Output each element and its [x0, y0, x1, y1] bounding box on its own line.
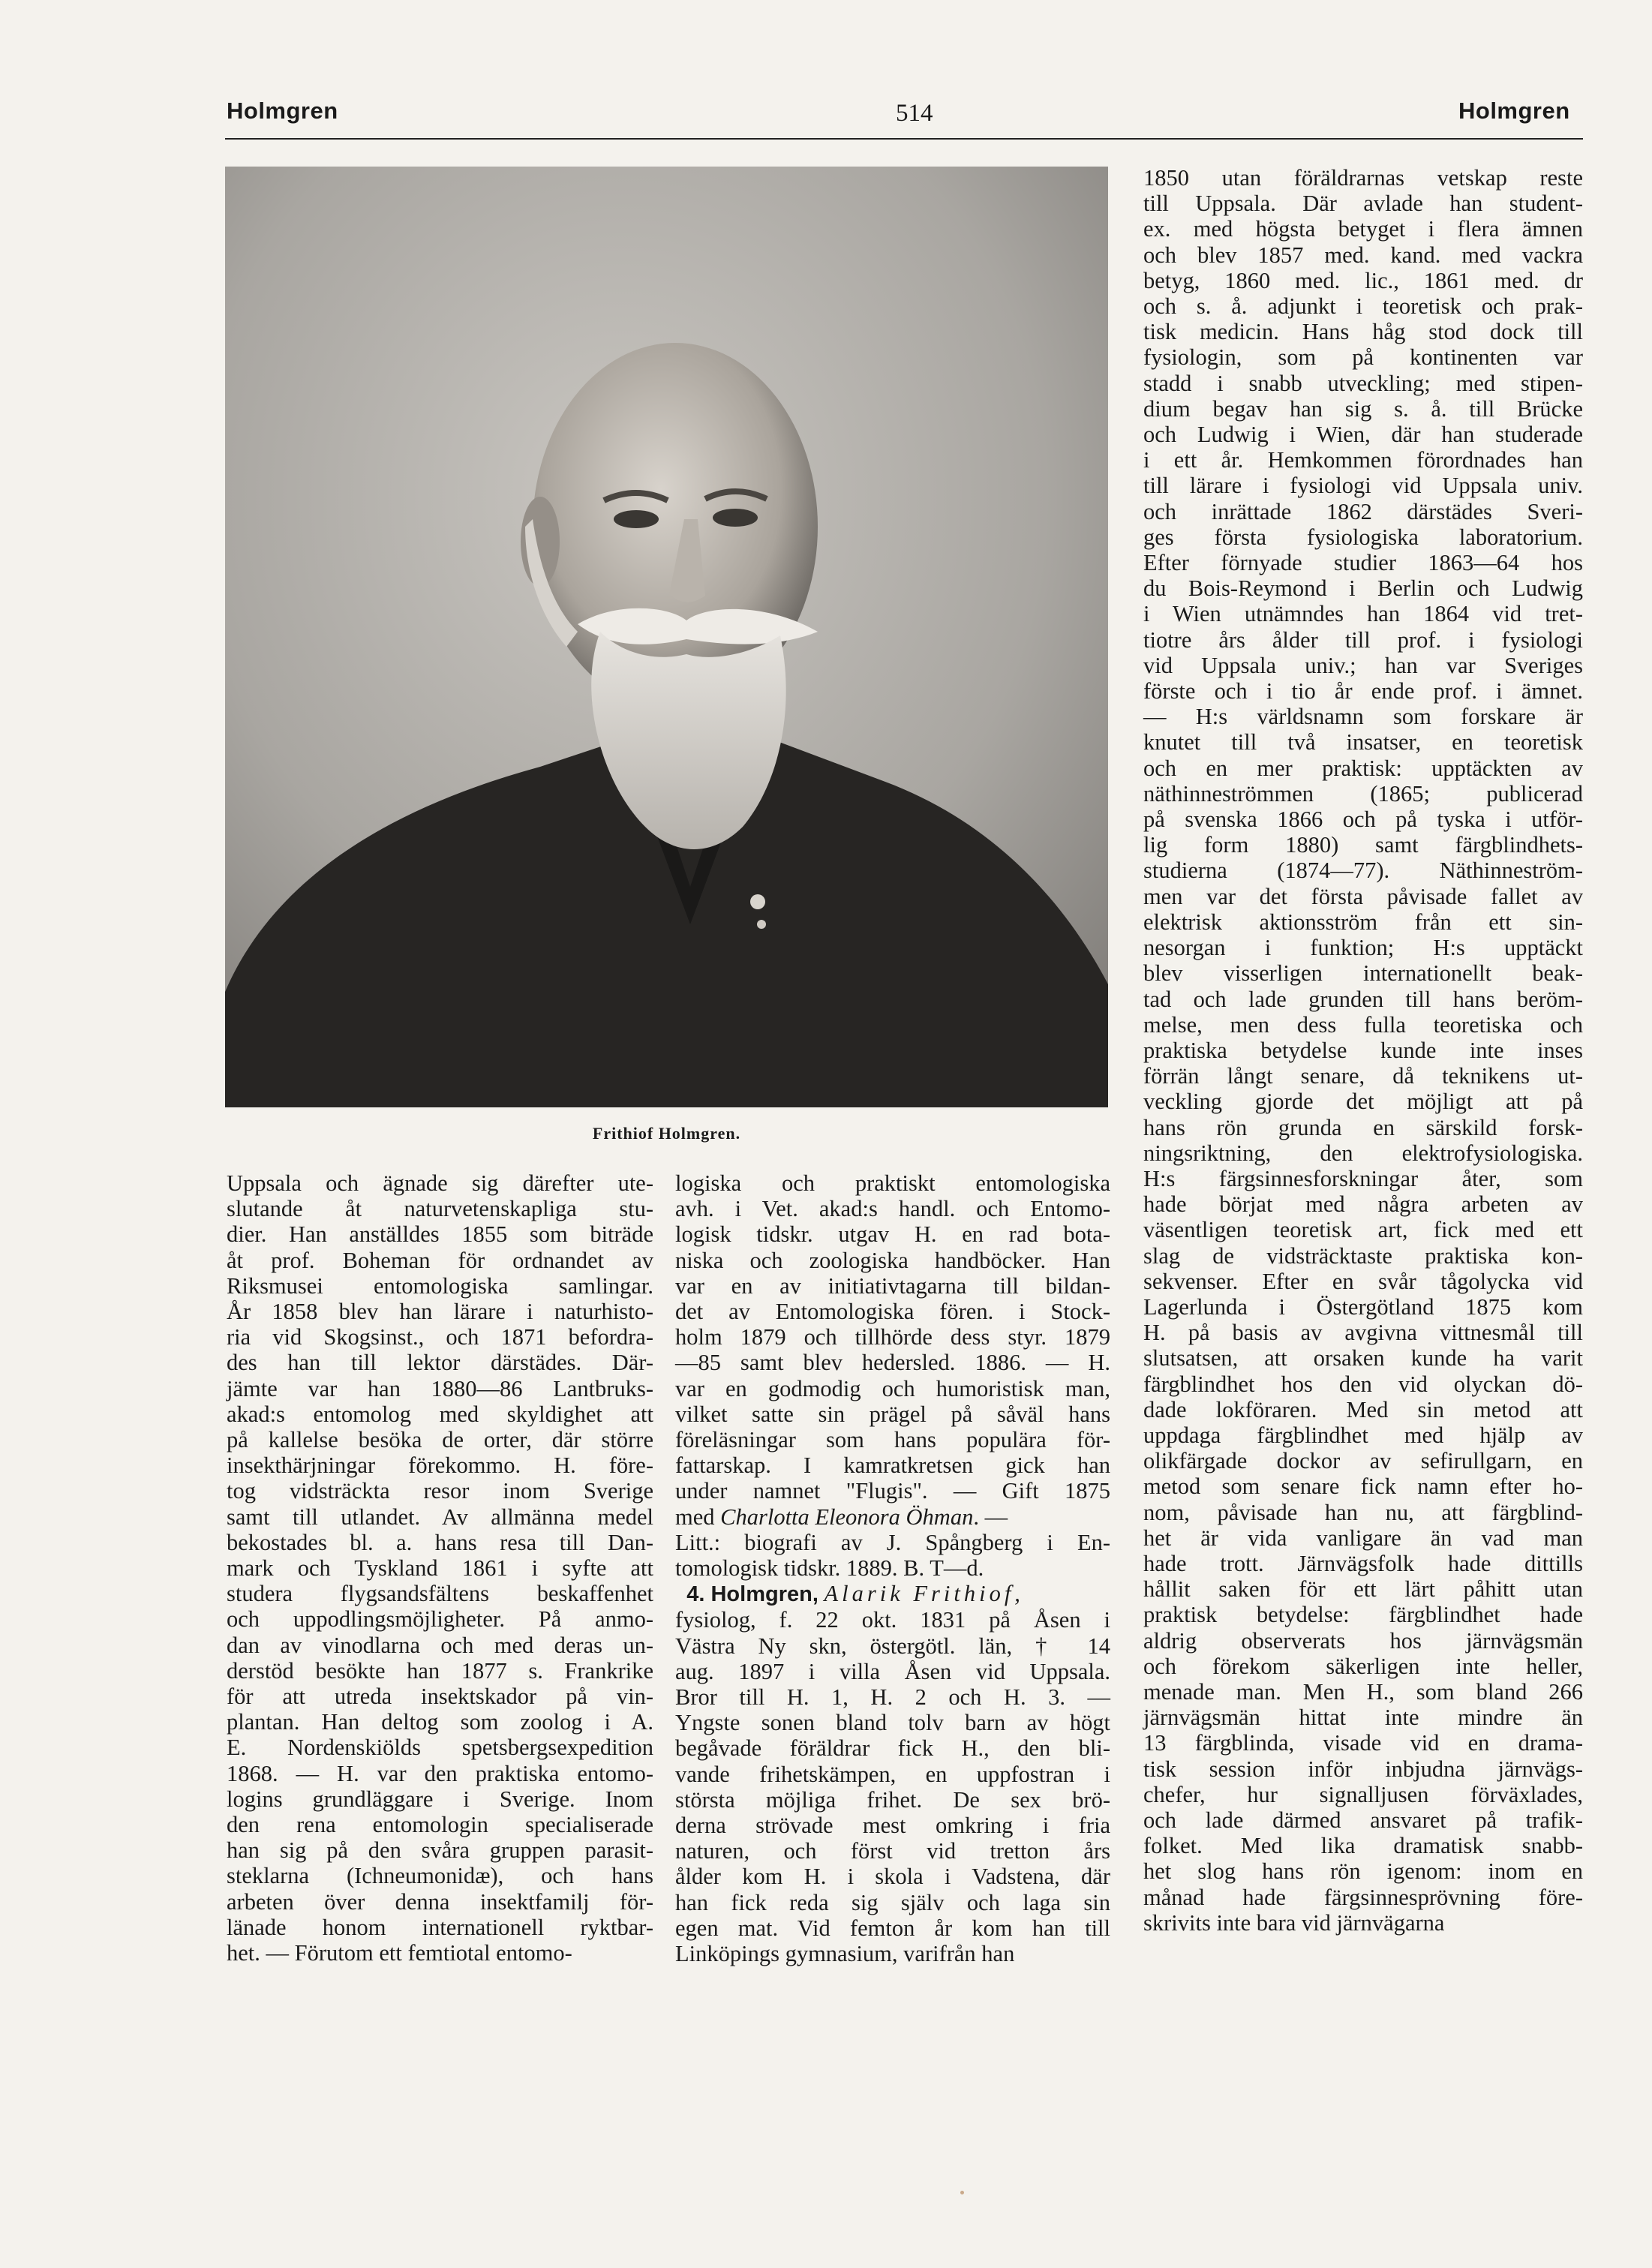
text-line: metod som senare fick namn efter ho-: [1143, 1473, 1583, 1500]
text-line: steklarna (Ichneumonidæ), och hans: [227, 1863, 653, 1889]
text-line: till Uppsala. Där avlade han student-: [1143, 191, 1583, 217]
text-line: lig form 1880) samt färgblindhets-: [1143, 832, 1583, 858]
text-line: mark och Tyskland 1861 i syfte att: [227, 1555, 653, 1582]
text-line: tomologisk tidskr. 1889. B. T—d.: [675, 1555, 984, 1582]
entry-given-names: Alarik Frithiof,: [824, 1581, 1024, 1607]
running-head-right: Holmgren: [1458, 98, 1570, 124]
text-line: 1850 utan föräldrarnas vetskap reste: [1143, 165, 1583, 191]
text-line: olikfärgade dockor av sefirullgarn, en: [1143, 1448, 1583, 1474]
paper-speck: [960, 2191, 964, 2194]
text-line: månad hade färgsinnesprövning före-: [1143, 1884, 1583, 1910]
text-line: begåvade föräldrar fick H., den bli-: [675, 1735, 1110, 1762]
text-line: des han till lektor därstädes. Där-: [227, 1350, 653, 1376]
text-line: vid Uppsala univ.; han var Sveriges: [1143, 652, 1583, 678]
text-line: arbeten över denna insektfamilj för-: [227, 1888, 653, 1915]
text-line: Bror till H. 1, H. 2 och H. 3. —: [675, 1684, 1110, 1711]
text-line: tiotre års ålder till prof. i fysiologi: [1143, 626, 1583, 653]
text-line: elektrisk aktionsström från ett sin-: [1143, 909, 1583, 935]
text-line: betyg, 1860 med. lic., 1861 med. dr: [1143, 267, 1583, 293]
text-line: till lärare i fysiologi vid Uppsala univ.: [1143, 473, 1583, 499]
running-head-left: Holmgren: [227, 98, 338, 124]
text-line: Yngste sonen bland tolv barn av högt: [675, 1710, 1110, 1736]
text-line: väsentligen teoretisk art, fick med ett: [1143, 1217, 1583, 1243]
text-line: fysiolog, f. 22 okt. 1831 på Åsen i: [675, 1607, 1110, 1633]
portrait-caption: Frithiof Holmgren.: [592, 1124, 741, 1143]
text-line: nesorgan i funktion; H:s upptäckt: [1143, 935, 1583, 961]
text-line: och förekom säkerligen inte heller,: [1143, 1653, 1583, 1679]
text-line: vilket satte sin prägel på såväl hans: [675, 1401, 1110, 1427]
text-line: samt till utlandet. Av allmänna medel: [227, 1503, 653, 1530]
text-line: tad och lade grunden till hans beröm-: [1143, 986, 1583, 1012]
text-column-right: [1143, 165, 1583, 1936]
marriage-line: med Charlotta Eleonora Öhman. —: [675, 1503, 1008, 1530]
text-column-left: [227, 1170, 653, 1966]
text-line: för att utreda insektskador på vin-: [227, 1684, 653, 1710]
text-line: 13 färgblinda, visade vid en drama-: [1143, 1730, 1583, 1756]
text-line: slag de vidsträcktaste praktiska kon-: [1143, 1242, 1583, 1269]
text-line: men var det första påvisade fallet av: [1143, 883, 1583, 909]
text-line: uppdaga färgblindhet med hjälp av: [1143, 1422, 1583, 1448]
text-line: och inrättade 1862 därstädes Sveri-: [1143, 498, 1583, 524]
text-line: största möjliga frihet. De sex brö-: [675, 1786, 1110, 1813]
text-line: 1868. — H. var den praktiska entomo-: [227, 1760, 653, 1786]
text-line: Riksmusei entomologiska samlingar.: [227, 1272, 653, 1299]
text-line: aldrig observerats hos järnvägsmän: [1143, 1627, 1583, 1654]
text-line: i Wien utnämndes han 1864 vid tret-: [1143, 601, 1583, 627]
text-line: fysiologin, som på kontinenten var: [1143, 344, 1583, 371]
text-line: veckling gjorde det möjligt att på: [1143, 1089, 1583, 1115]
text-line: holm 1879 och tillhörde dess styr. 1879: [675, 1324, 1110, 1350]
text-line: dium begav han sig s. å. till Brücke: [1143, 395, 1583, 422]
text-line: och blev 1857 med. kand. med vackra: [1143, 242, 1583, 268]
text-line: slutsatsen, att orsaken kunde ha varit: [1143, 1345, 1583, 1371]
text-line: Linköpings gymnasium, varifrån han: [675, 1941, 1015, 1967]
text-line: niska och zoologiska handböcker. Han: [675, 1247, 1110, 1273]
text-line: och en mer praktisk: upptäckten av: [1143, 755, 1583, 781]
text-line: ex. med högsta betyget i flera ämnen: [1143, 216, 1583, 242]
text-line: insekthärjningar förekommo. H. före-: [227, 1452, 653, 1479]
text-line: han sig på den svåra gruppen parasit-: [227, 1837, 653, 1864]
text-line: hans rön grunda en särskild forsk-: [1143, 1114, 1583, 1140]
text-line: tisk medicin. Hans håg stod dock till: [1143, 319, 1583, 345]
text-line: Västra Ny skn, östergötl. län, † 14: [675, 1633, 1110, 1659]
text-line: ges första fysiologiska laboratorium.: [1143, 524, 1583, 550]
text-line: han fick reda sig själv och laga sin: [675, 1889, 1110, 1915]
text-line: folket. Med lika dramatisk snabb-: [1143, 1833, 1583, 1859]
page-number: 514: [896, 100, 933, 127]
text-line: praktiska betydelse kunde inte inses: [1143, 1037, 1583, 1063]
text-line: förste och i tio år ende prof. i ämnet.: [1143, 678, 1583, 704]
text-line: färgblindhet hos den vid olyckan dö-: [1143, 1371, 1583, 1397]
text-line: aug. 1897 i villa Åsen vid Uppsala.: [675, 1658, 1110, 1684]
text-line: åt prof. Boheman för ordnandet av: [227, 1247, 653, 1273]
text-column-middle: [675, 1170, 1110, 1966]
text-line: akad:s entomolog med skyldighet att: [227, 1401, 653, 1427]
text-line: tog vidsträckta resor inom Sverige: [227, 1478, 653, 1504]
text-line: blev visserligen internationellt beak-: [1143, 960, 1583, 987]
text-line: hade trott. Järnvägsfolk hade dittills: [1143, 1550, 1583, 1576]
text-line: var en godmodig och humoristisk man,: [675, 1375, 1110, 1401]
text-line: H:s färgsinnesforskningar åter, som: [1143, 1165, 1583, 1191]
text-line: År 1858 blev han lärare i naturhisto-: [227, 1299, 653, 1325]
text-line: Litt.: biografi av J. Spångberg i En-: [675, 1529, 1110, 1555]
entry-heading: [675, 1581, 1110, 1607]
text-line: hade börjat med några arbeten av: [1143, 1191, 1583, 1218]
text-line: ålder kom H. i skola i Vadstena, där: [675, 1864, 1110, 1890]
text-line: sekvenser. Efter en svår tågolycka vid: [1143, 1268, 1583, 1294]
text-line: plantan. Han deltog som zoolog i A.: [227, 1709, 653, 1735]
text-line: ria vid Skogsinst., och 1871 befordra-: [227, 1324, 653, 1350]
text-line: naturen, och först vid tretton års: [675, 1838, 1110, 1864]
text-line: —85 samt blev hedersled. 1886. — H.: [675, 1350, 1110, 1376]
text-line: den rena entomologin specialiserade: [227, 1812, 653, 1838]
text-line: Uppsala och ägnade sig därefter ute-: [227, 1170, 653, 1196]
text-line: dan av vinodlarna och med deras un-: [227, 1632, 653, 1658]
text-line: Efter förnyade studier 1863—64 hos: [1143, 550, 1583, 576]
text-line: ningsriktning, den elektrofysiologiska.: [1143, 1140, 1583, 1166]
text-line: stadd i snabb utveckling; med stipen-: [1143, 370, 1583, 396]
text-line: egen mat. Vid femton år kom han till: [675, 1915, 1110, 1941]
text-line: skrivits inte bara vid järnvägarna: [1143, 1909, 1445, 1936]
entry-number-name: 4. Holmgren,: [686, 1582, 818, 1607]
text-line: på kallelse besöka de orter, där större: [227, 1427, 653, 1453]
text-line: tisk session inför inbjudna järnvägs-: [1143, 1756, 1583, 1782]
text-line: derstöd besökte han 1877 s. Frankrike: [227, 1657, 653, 1684]
text-line: menade man. Men H., som bland 266: [1143, 1678, 1583, 1705]
text-line: derna strövade mest omkring i fria: [675, 1813, 1110, 1839]
text-line: var en av initiativtagarna till bildan-: [675, 1272, 1110, 1299]
text-line: melse, men dess fulla teoretiska och: [1143, 1011, 1583, 1038]
text-line: och Ludwig i Wien, där han studerade: [1143, 422, 1583, 448]
text-line: logins grundläggare i Sverige. Inom: [227, 1786, 653, 1812]
text-line: näthinneströmmen (1865; publicerad: [1143, 780, 1583, 807]
text-line: och uppodlingsmöjligheter. På anmo-: [227, 1606, 653, 1633]
text-line: järnvägsmän hittat inte mindre än: [1143, 1705, 1583, 1731]
text-line: logisk tidskr. utgav H. en rad bota-: [675, 1221, 1110, 1248]
text-line: — H:s världsnamn som forskare är: [1143, 704, 1583, 730]
text-line: föreläsningar som hans populära för-: [675, 1427, 1110, 1453]
text-line: fattarskap. I kamratkretsen gick han: [675, 1452, 1110, 1479]
text-line: förrän långt senare, då teknikens ut-: [1143, 1063, 1583, 1089]
text-line: dier. Han anställdes 1855 som biträde: [227, 1221, 653, 1248]
text-line: dade lokföraren. Med sin metod att: [1143, 1396, 1583, 1422]
text-line: vande frihetskämpen, en uppfostran i: [675, 1761, 1110, 1787]
text-line: i ett år. Hemkommen förordnades han: [1143, 447, 1583, 473]
text-line: och lade därmed ansvaret på trafik-: [1143, 1807, 1583, 1833]
text-line: det av Entomologiska fören. i Stock-: [675, 1299, 1110, 1325]
header-rule: [225, 138, 1583, 140]
text-line: logiska och praktiskt entomologiska: [675, 1170, 1110, 1196]
text-line: praktisk betydelse: färgblindhet hade: [1143, 1602, 1583, 1628]
text-line: på svenska 1866 och på tyska i utför-: [1143, 807, 1583, 833]
text-line: jämte var han 1880—86 Lantbruks-: [227, 1375, 653, 1401]
text-line: knutet till två insatser, en teoretisk: [1143, 729, 1583, 755]
text-line: avh. i Vet. akad:s handl. och Entomo-: [675, 1196, 1110, 1222]
text-line: under namnet "Flugis". — Gift 1875: [675, 1478, 1110, 1504]
text-line: studierna (1874—77). Näthinneström-: [1143, 858, 1583, 884]
portrait-photo: [225, 167, 1108, 1107]
text-line: Lagerlunda i Östergötland 1875 kom: [1143, 1293, 1583, 1320]
text-line: het är vida vanligare än vad man: [1143, 1525, 1583, 1551]
text-line: E. Nordenskiölds spetsbergsexpedition: [227, 1735, 653, 1761]
text-line: chefer, hur signalljusen förväxlades,: [1143, 1781, 1583, 1807]
spouse-name: Charlotta Eleonora Öhman: [720, 1503, 974, 1530]
text-line: nom, påvisade han nu, att färgblind-: [1143, 1499, 1583, 1525]
text-line: slutande åt naturvetenskapliga stu-: [227, 1196, 653, 1222]
text-line: studera flygsandsfältens beskaffenhet: [227, 1581, 653, 1607]
text-line: bekostades bl. a. hans resa till Dan-: [227, 1529, 653, 1555]
text-line: länade honom internationell ryktbar-: [227, 1914, 653, 1940]
text-line: het. — Förutom ett femtiotal entomo-: [227, 1940, 572, 1966]
text-line: het slog hans rön igenom: inom en: [1143, 1858, 1583, 1885]
text-line: och s. å. adjunkt i teoretisk och prak-: [1143, 293, 1583, 320]
text-line: H. på basis av avgivna vittnesmål till: [1143, 1320, 1583, 1346]
text-line: hållit saken för ett lärt påhitt utan: [1143, 1576, 1583, 1603]
text-line: du Bois-Reymond i Berlin och Ludwig: [1143, 575, 1583, 602]
